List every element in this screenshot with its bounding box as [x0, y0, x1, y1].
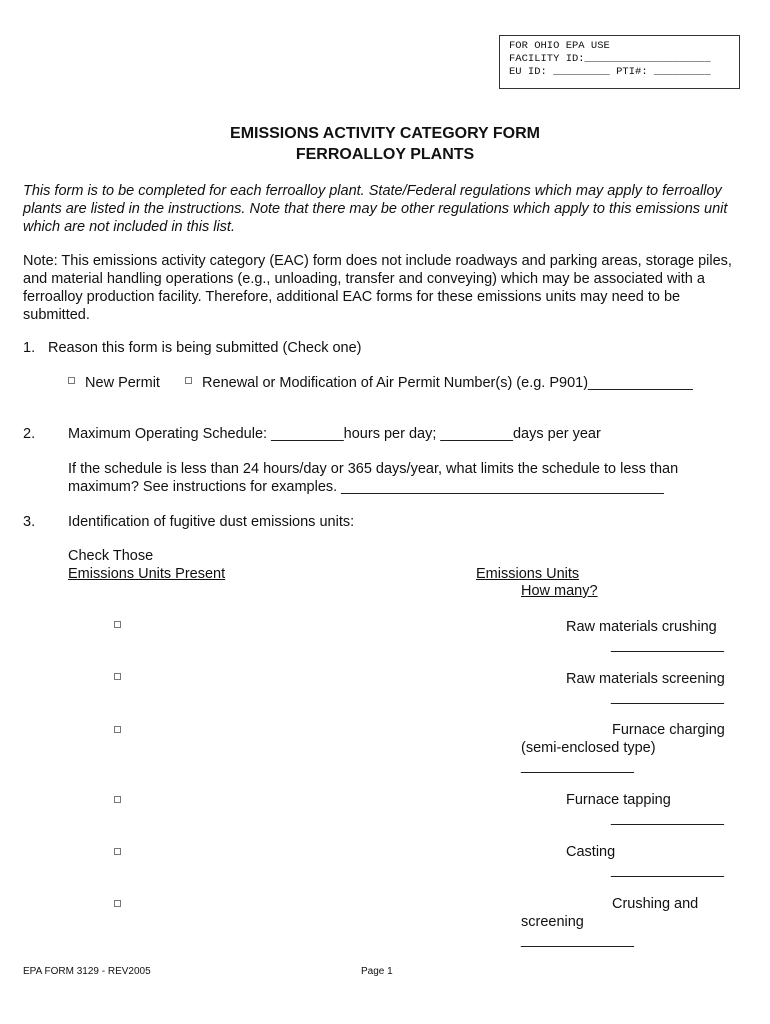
unit-count-crushing-screening[interactable]: ______________ [521, 932, 634, 948]
new-permit-checkbox[interactable] [68, 377, 75, 384]
q2-follow-line2[interactable]: maximum? See instructions for examples. ________________________________________ [68, 479, 664, 495]
unit-label-crushing-screening-2: screening [521, 914, 584, 930]
unit-checkbox-casting[interactable] [114, 848, 121, 855]
unit-label-raw-screening: Raw materials screening [566, 671, 725, 687]
form-subtitle: FERROALLOY PLANTS [295, 146, 475, 163]
intro-paragraph: This form is to be completed for each ferroalloy plant. State/Federal regulations which may apply to ferroalloy plants are listed in the instructions. Note that there may be other regulations which apply to this emissions unit which are not included in this list. [23, 183, 728, 235]
unit-count-casting[interactable]: ______________ [611, 862, 724, 878]
unit-label-raw-crushing: Raw materials crushing [566, 619, 717, 635]
col-right-heading-1: Emissions Units [476, 566, 580, 582]
unit-count-furnace-tapping[interactable]: ______________ [611, 810, 724, 826]
unit-checkbox-furnace-tapping[interactable] [114, 796, 121, 803]
unit-count-raw-crushing[interactable]: ______________ [611, 637, 724, 653]
q1-option-new[interactable] [68, 375, 160, 391]
epa-use-label: FOR OHIO EPA USE [509, 40, 610, 52]
footer-page-number: Page 1 [361, 966, 393, 977]
form-title: EMISSIONS ACTIVITY CATEGORY FORM [230, 125, 540, 142]
unit-label-crushing-screening: Crushing and [612, 896, 699, 912]
q2-number: 2. [23, 426, 36, 442]
col-right-heading-2: How many? [521, 583, 598, 599]
q2-follow-line1: If the schedule is less than 24 hours/day or 365 days/year, what limits the schedule to less than [68, 461, 679, 477]
unit-checkbox-raw-crushing[interactable] [114, 621, 121, 628]
unit-count-furnace-charging[interactable]: ______________ [521, 758, 634, 774]
q1-text: Reason this form is being submitted (Check one) [48, 340, 362, 356]
epa-use-box [499, 35, 740, 89]
new-permit-label: New Permit [85, 375, 160, 391]
q3-text: Identification of fugitive dust emissions units: [68, 514, 355, 530]
footer-form-id: EPA FORM 3129 - REV2005 [23, 966, 151, 977]
renewal-checkbox[interactable] [185, 377, 192, 384]
facility-id-field[interactable]: FACILITY ID:____________________ [509, 53, 711, 65]
col-left-heading-1: Check Those [68, 548, 154, 564]
q2-text[interactable]: Maximum Operating Schedule: _________hours per day; _________days per year [68, 426, 601, 442]
unit-label-furnace-charging: Furnace charging [612, 722, 725, 738]
q1-option-renewal[interactable] [185, 375, 693, 391]
note-paragraph: Note: This emissions activity category (EAC) form does not include roadways and parking areas, storage piles, and material handling operations (e.g., unloading, transfer and conveying) which may be associated with a ferroalloy production facility. Therefore, additional EAC forms for these emissions units may need to be submitted. [23, 253, 732, 323]
q1-number: 1. [23, 340, 36, 356]
unit-checkbox-furnace-charging[interactable] [114, 726, 121, 733]
q3-number: 3. [23, 514, 36, 530]
unit-checkbox-crushing-screening[interactable] [114, 900, 121, 907]
renewal-label: Renewal or Modification of Air Permit Number(s) (e.g. P901)_____________ [202, 375, 693, 391]
unit-label-furnace-charging-2: (semi-enclosed type) [521, 740, 656, 756]
eu-pti-field[interactable]: EU ID: _________ PTI#: _________ [509, 66, 711, 78]
unit-count-raw-screening[interactable]: ______________ [611, 689, 724, 705]
unit-label-furnace-tapping: Furnace tapping [566, 792, 671, 808]
col-left-heading-2: Emissions Units Present [68, 566, 226, 582]
unit-checkbox-raw-screening[interactable] [114, 673, 121, 680]
unit-label-casting: Casting [566, 844, 616, 860]
